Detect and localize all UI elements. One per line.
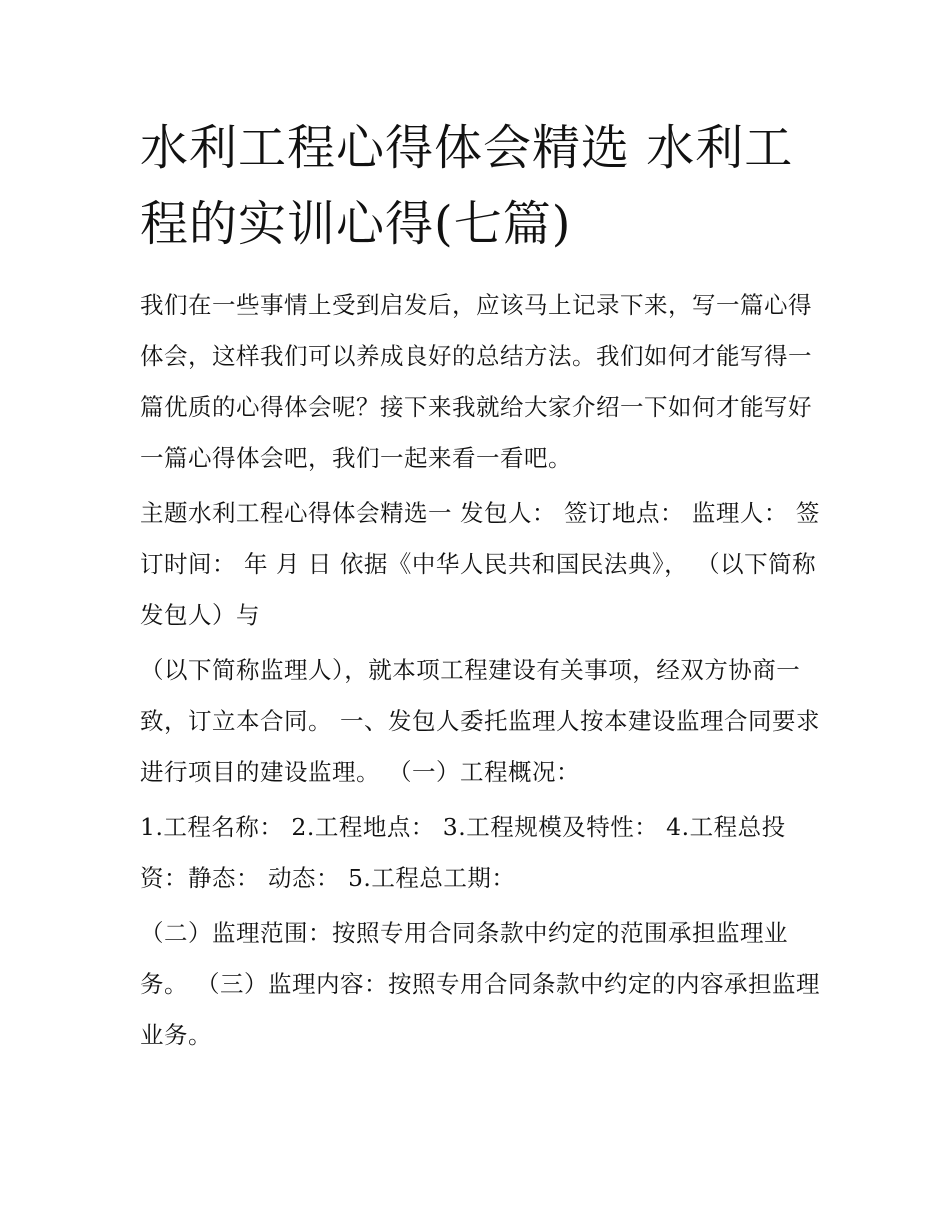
contract-agreement-paragraph: （以下简称监理人），就本项工程建设有关事项，经双方协商一致，订立本合同。 一、发包人委托监理人按本建设监理合同要求进行项目的建设监理。 （一）工程概况： [140, 656, 820, 786]
project-overview-paragraph: 1.工程名称： 2.工程地点： 3.工程规模及特性： 4.工程总投资：静态： 动态： 5.工程总工期： [140, 813, 786, 892]
intro-paragraph: 我们在一些事情上受到启发后，应该马上记录下来，写一篇心得体会，这样我们可以养成良好的总结方法。我们如何才能写得一篇优质的心得体会呢？接下来我就给大家介绍一下如何才能写好一篇心得体会吧，我们一起来看一看吧。 [140, 291, 812, 472]
document-title: 水利工程心得体会精选 水利工程的实训心得(七篇) [140, 120, 794, 252]
document-page [140, 110, 820, 1065]
supervision-scope-paragraph: （二）监理范围：按照专用合同条款中约定的范围承担监理业务。 （三）监理内容：按照专用合同条款中约定的内容承担监理业务。 [140, 919, 820, 1049]
contract-header-paragraph: 主题水利工程心得体会精选一 发包人： 签订地点： 监理人： 签订时间： 年 月 日 依据《中华人民共和国民法典》， （以下简称发包人）与 [140, 499, 820, 629]
